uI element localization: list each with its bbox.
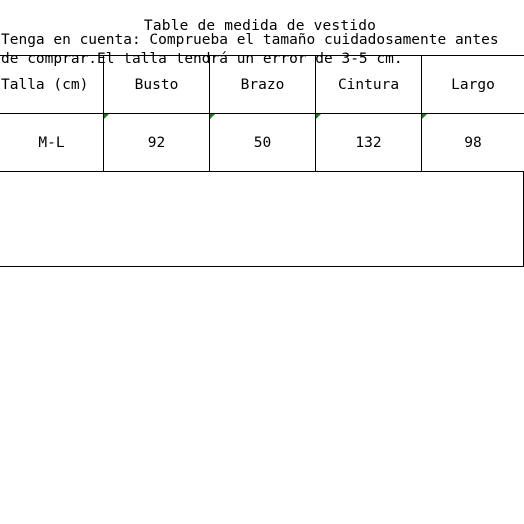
cell-waist-value <box>316 114 422 172</box>
note-line-1: Tenga en cuenta: Comprueba el tamaño cuidadosamente antes <box>1 32 499 48</box>
comment-marker-icon <box>210 114 215 119</box>
cell-bust-value <box>104 114 210 172</box>
cell-text: 132 <box>355 134 382 151</box>
table-row <box>0 114 524 172</box>
header-cell-length: Largo <box>422 56 524 114</box>
page-title: Table de medida de vestido <box>143 18 377 34</box>
cell-length-value <box>422 114 524 172</box>
comment-marker-icon <box>316 114 321 119</box>
comment-marker-icon <box>104 114 109 119</box>
cell-text: 50 <box>253 134 272 151</box>
header-cell-size: Talla (cm) <box>0 56 104 114</box>
note-box <box>0 171 524 267</box>
header-cell-bust: Busto <box>104 56 210 114</box>
cell-text: 92 <box>147 134 166 151</box>
size-table <box>0 55 524 172</box>
cell-arm-value <box>210 114 316 172</box>
note-line-2: de comprar.El talla tendrá un error de 3-5 cm. <box>1 51 403 67</box>
header-cell-arm: Brazo <box>210 56 316 114</box>
cell-text: 98 <box>464 134 482 151</box>
comment-marker-icon <box>422 114 427 119</box>
cell-size-value: M-L <box>0 114 104 172</box>
note-text <box>1 31 523 69</box>
header-cell-waist: Cintura <box>316 56 422 114</box>
